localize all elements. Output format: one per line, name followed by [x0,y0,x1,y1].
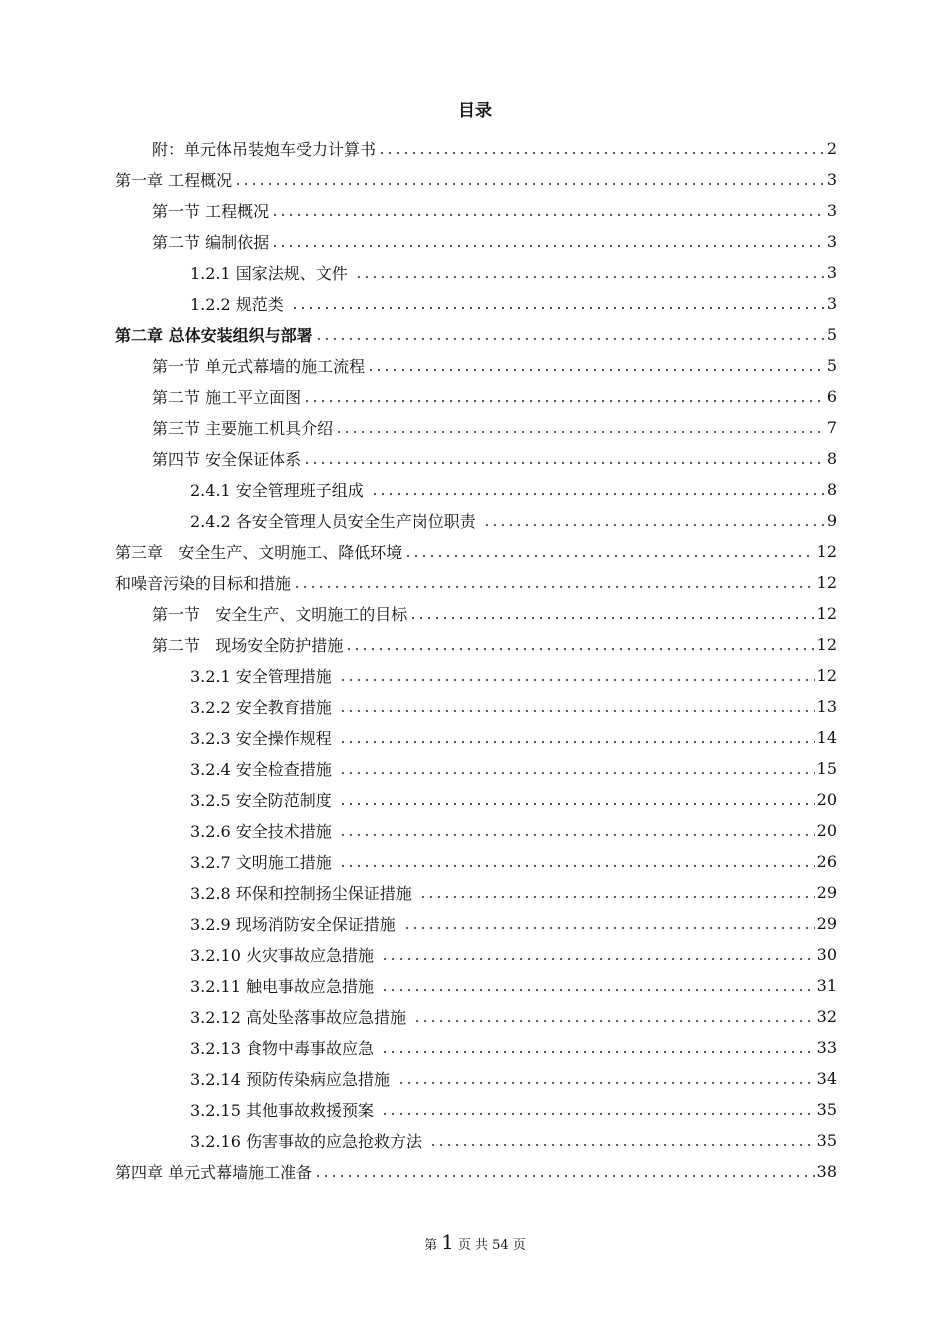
toc-dot-leader [345,629,814,660]
toc-entry-label: 3.2.8 环保和控制扬尘保证措施 [190,884,417,903]
toc-dot-leader [381,970,815,1001]
toc-dot-leader [419,877,815,908]
toc-entry-label: 3.2.1 安全管理措施 [190,667,337,686]
toc-entry-page-number: 12 [816,573,837,592]
toc-entry[interactable] [0,846,950,877]
toc-dot-leader [339,722,815,753]
toc-entry-label: 3.2.7 文明施工措施 [190,853,337,872]
toc-entry-label: 2.4.2 各安全管理人员安全生产岗位职责 [190,512,481,531]
toc-entry-label: 1.2.1 国家法规、文件 [190,264,353,283]
toc-dot-leader [315,319,825,350]
toc-entry-page-number: 8 [826,449,837,468]
toc-entry-label: 3.2.10 火灾事故应急措施 [190,946,380,965]
toc-entry-page-number: 3 [826,201,837,220]
toc-entry[interactable] [0,660,950,691]
toc-entry-page-number: 20 [816,821,837,840]
toc-dot-leader [397,1063,815,1094]
toc-dot-leader [339,815,815,846]
toc-dot-leader [483,505,825,536]
toc-entry-label: 第二章 总体安装组织与部署 [115,326,313,345]
toc-entry[interactable] [0,722,950,753]
toc-entry-label: 3.2.14 预防传染病应急措施 [190,1070,396,1089]
toc-entry-page-number: 13 [816,697,837,716]
footer-prefix: 第 [424,1238,438,1253]
page-title: 目录 [458,101,492,121]
toc-entry[interactable] [0,877,950,908]
toc-dot-leader [429,1125,815,1156]
toc-dot-leader [291,288,825,319]
toc-entry-label: 3.2.16 伤害事故的应急抢救方法 [190,1132,428,1151]
toc-entry-page-number: 26 [816,852,837,871]
toc-entry[interactable] [0,381,950,412]
toc-entry-page-number: 29 [816,914,837,933]
toc-entry[interactable] [0,319,950,350]
toc-dot-leader [378,133,825,164]
toc-entry[interactable] [0,412,950,443]
toc-entry[interactable] [0,350,950,381]
toc-entry-page-number: 12 [816,604,837,623]
toc-entry-page-number: 2 [826,139,837,158]
toc-entry[interactable] [0,1063,950,1094]
toc-entry-label: 3.2.13 食物中毒事故应急 [190,1039,380,1058]
toc-entry-page-number: 31 [816,976,837,995]
toc-entry[interactable] [0,536,950,567]
toc-dot-leader [371,474,825,505]
toc-entry-label: 3.2.3 安全操作规程 [190,729,337,748]
toc-dot-leader [404,536,814,567]
toc-entry-page-number: 7 [826,418,837,437]
toc-entry-page-number: 35 [816,1100,837,1119]
toc-entry[interactable] [0,474,950,505]
toc-dot-leader [403,908,815,939]
toc-dot-leader [303,381,825,412]
footer-current-page: 1 [441,1230,454,1254]
toc-entry-page-number: 9 [826,511,837,530]
toc-entry-label: 第二节 现场安全防护措施 [152,636,344,655]
toc-dot-leader [339,691,815,722]
toc-entry-label: 2.4.1 安全管理班子组成 [190,481,369,500]
toc-dot-leader [367,350,825,381]
toc-entry[interactable] [0,567,950,598]
toc-entry[interactable] [0,970,950,1001]
toc-entry[interactable] [0,1001,950,1032]
toc-dot-leader [381,1094,815,1125]
toc-entry-label: 第一节 安全生产、文明施工的目标 [152,605,408,624]
toc-entry-page-number: 12 [816,666,837,685]
toc-entry-label: 第一章 工程概况 [115,171,233,190]
toc-entry[interactable] [0,908,950,939]
toc-entry[interactable] [0,753,950,784]
toc-dot-leader [413,1001,815,1032]
toc-entry-label: 3.2.6 安全技术措施 [190,822,337,841]
toc-entry[interactable] [0,939,950,970]
toc-entry-page-number: 29 [816,883,837,902]
toc-entry-page-number: 33 [816,1038,837,1057]
toc-entry-label: 3.2.9 现场消防安全保证措施 [190,915,401,934]
toc-entry-label: 3.2.2 安全教育措施 [190,698,337,717]
toc-entry-page-number: 6 [826,387,837,406]
toc-entry-page-number: 3 [826,170,837,189]
table-of-contents [0,133,950,1187]
toc-entry-label: 第四章 单元式幕墙施工准备 [115,1163,313,1182]
toc-entry-page-number: 3 [826,232,837,251]
toc-entry-label: 第一节 单元式幕墙的施工流程 [152,357,366,376]
toc-entry-label: 和噪音污染的目标和措施 [115,574,292,593]
toc-dot-leader [234,164,825,195]
toc-entry[interactable] [0,1032,950,1063]
toc-entry[interactable] [0,288,950,319]
toc-entry[interactable] [0,1156,950,1187]
toc-entry-page-number: 5 [826,325,837,344]
toc-entry[interactable] [0,691,950,722]
toc-entry-page-number: 34 [816,1069,837,1088]
toc-entry-label: 第四节 安全保证体系 [152,450,302,469]
toc-entry-page-number: 14 [816,728,837,747]
toc-dot-leader [271,195,825,226]
toc-entry[interactable] [0,195,950,226]
toc-entry-page-number: 5 [826,356,837,375]
toc-entry-label: 1.2.2 规范类 [190,295,289,314]
toc-entry-page-number: 12 [816,635,837,654]
toc-entry[interactable] [0,226,950,257]
page-footer [0,1230,950,1254]
toc-entry[interactable] [0,598,950,629]
footer-total: 页 共 54 页 [457,1238,526,1253]
toc-entry[interactable] [0,505,950,536]
toc-entry-page-number: 8 [826,480,837,499]
toc-entry-page-number: 20 [816,790,837,809]
toc-entry[interactable] [0,815,950,846]
toc-entry-label: 第一节 工程概况 [152,202,270,221]
toc-dot-leader [314,1156,815,1187]
toc-entry-label: 3.2.15 其他事故救援预案 [190,1101,380,1120]
toc-entry-page-number: 38 [816,1162,837,1181]
toc-dot-leader [293,567,815,598]
toc-entry-page-number: 30 [816,945,837,964]
toc-entry[interactable] [0,133,950,164]
toc-entry-page-number: 12 [816,542,837,561]
toc-entry-label: 第三节 主要施工机具介绍 [152,419,334,438]
toc-dot-leader [339,753,815,784]
toc-entry[interactable] [0,629,950,660]
toc-entry[interactable] [0,257,950,288]
toc-entry-label: 3.2.12 高处坠落事故应急措施 [190,1008,412,1027]
toc-entry-label: 3.2.5 安全防范制度 [190,791,337,810]
toc-dot-leader [339,784,815,815]
toc-dot-leader [271,226,825,257]
toc-entry-page-number: 32 [816,1007,837,1026]
toc-entry-label: 附：单元体吊装炮车受力计算书 [152,140,377,159]
toc-dot-leader [381,939,815,970]
toc-entry-label: 第二节 施工平立面图 [152,388,302,407]
toc-dot-leader [355,257,825,288]
toc-dot-leader [339,846,815,877]
toc-entry[interactable] [0,164,950,195]
toc-entry-page-number: 35 [816,1131,837,1150]
toc-entry-label: 3.2.11 触电事故应急措施 [190,977,380,996]
toc-dot-leader [335,412,825,443]
toc-entry-label: 3.2.4 安全检查措施 [190,760,337,779]
toc-dot-leader [303,443,825,474]
toc-dot-leader [381,1032,815,1063]
toc-dot-leader [339,660,815,691]
toc-entry[interactable] [0,443,950,474]
toc-entry-label: 第三章 安全生产、文明施工、降低环境 [115,543,403,562]
toc-entry[interactable] [0,1094,950,1125]
toc-entry-page-number: 3 [826,263,837,282]
toc-entry-label: 第二节 编制依据 [152,233,270,252]
toc-entry-page-number: 3 [826,294,837,313]
toc-entry[interactable] [0,784,950,815]
toc-dot-leader [409,598,814,629]
toc-entry-page-number: 15 [816,759,837,778]
toc-entry[interactable] [0,1125,950,1156]
